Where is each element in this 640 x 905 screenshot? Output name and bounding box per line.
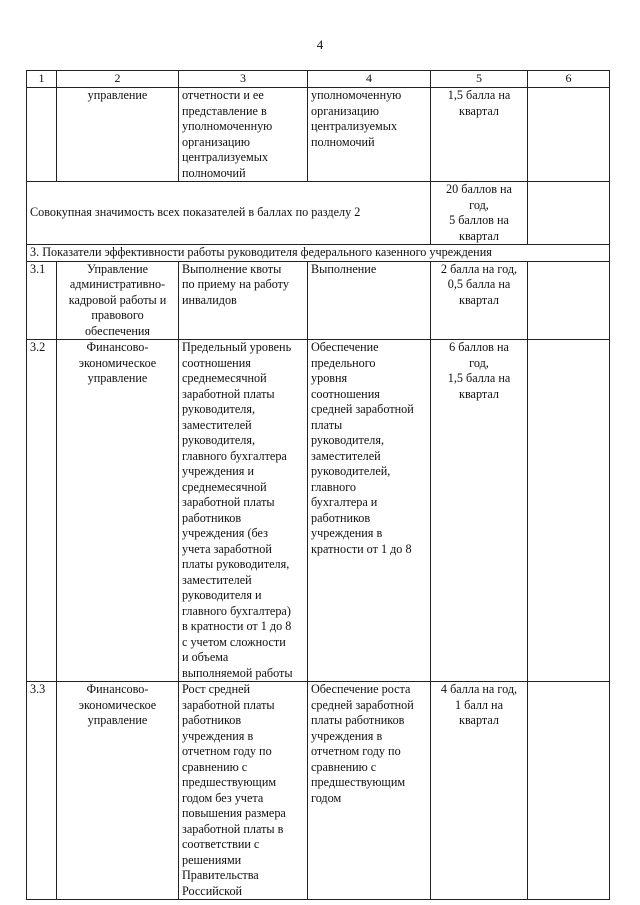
row-indicator: Предельный уровень соотношения среднемесячной заработной платы руководителя, заместителей руководителя, главного бухгалтера учреждения и среднемесячной заработной платы работников учреждения (без учета заработной платы руководителя, заместителей руководителя и главного бухгалтера) в кратности от 1 до 8 с учетом сложности и объема выполняемой работы [179,340,308,682]
row-number: 3.3 [27,682,57,900]
cont-dept-cell: управление [57,88,179,182]
table-row [27,261,610,340]
row-criterion: Обеспечение предельного уровня соотношения средней заработной платы руководителя, заместителей руководителей, главного бухгалтера и работников учреждения в кратности от 1 до 8 [308,340,431,682]
total-row [27,182,610,245]
header-row [27,71,610,88]
total-col6-cell [528,182,610,245]
row-number: 3.2 [27,340,57,682]
section-row [27,245,610,262]
row-indicator: Выполнение квоты по приему на работу инвалидов [179,261,308,340]
header-col-1: 1 [27,71,57,88]
row-department: Финансово- экономическое управление [57,340,179,682]
row-number: 3.1 [27,261,57,340]
row-score: 4 балла на год, 1 балл на квартал [431,682,528,900]
cont-criterion-cell: уполномоченную организацию централизуемых полномочий [308,88,431,182]
table-row [27,340,610,682]
row-criterion: Выполнение [308,261,431,340]
row-indicator: Рост средней заработной платы работников учреждения в отчетном году по сравнению с предшествующим годом без учета повышения размера заработной платы в соответствии с решениями Правительства Российской [179,682,308,900]
cont-num-cell [27,88,57,182]
page-number: 4 [316,37,324,52]
row-score: 6 баллов на год, 1,5 балла на квартал [431,340,528,682]
section-title: 3. Показатели эффективности работы руководителя федерального казенного учреждения [27,245,610,262]
header-col-3: 3 [179,71,308,88]
cont-col6-cell [528,88,610,182]
table-row [27,682,610,900]
row-criterion: Обеспечение роста средней заработной платы работников учреждения в отчетном году по сравнению с предшествующим годом [308,682,431,900]
cont-indicator-cell: отчетности и ее представление в уполномоченную организацию централизуемых полномочий [179,88,308,182]
total-score: 20 баллов на год, 5 баллов на квартал [431,182,528,245]
row-score: 2 балла на год, 0,5 балла на квартал [431,261,528,340]
header-col-4: 4 [308,71,431,88]
total-label: Совокупная значимость всех показателей в баллах по разделу 2 [27,182,431,245]
indicators-table [26,70,610,900]
row-col6 [528,682,610,900]
row-department: Управление административно- кадровой работы и правового обеспечения [57,261,179,340]
continuation-row [27,88,610,182]
row-department: Финансово- экономическое управление [57,682,179,900]
header-col-2: 2 [57,71,179,88]
cont-score-cell: 1,5 балла на квартал [431,88,528,182]
row-col6 [528,340,610,682]
row-col6 [528,261,610,340]
header-col-6: 6 [528,71,610,88]
header-col-5: 5 [431,71,528,88]
